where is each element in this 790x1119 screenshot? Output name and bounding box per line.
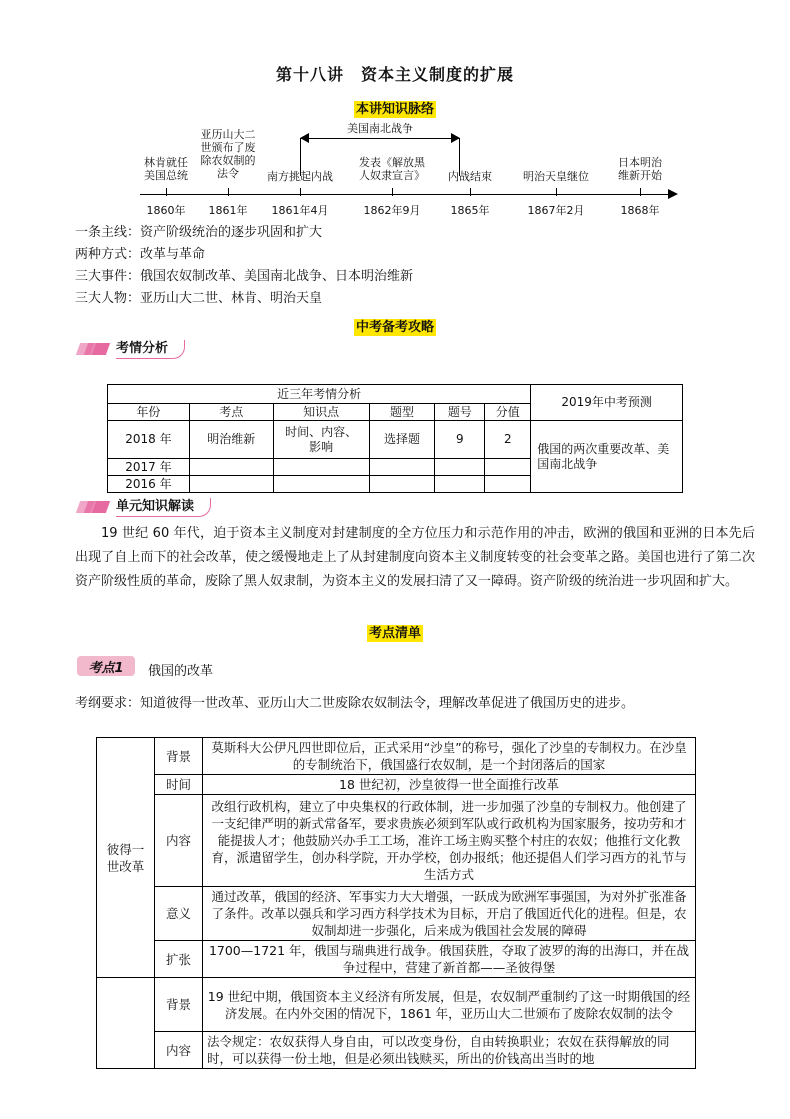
table-cell: 2	[485, 421, 531, 459]
table-row	[97, 1032, 696, 1069]
civil-war-label: 美国南北战争	[347, 122, 413, 135]
timeline-axis	[140, 194, 670, 195]
civil-war-bracket-line	[300, 138, 460, 139]
summary-list	[75, 222, 413, 310]
timeline-event: 林肯就任 美国总统	[144, 156, 188, 182]
table-row	[97, 775, 696, 795]
timeline-tick	[470, 188, 471, 196]
timeline-year: 1860年	[146, 204, 186, 217]
timeline-event: 明治天皇继位	[523, 170, 589, 183]
banner-stripes-icon	[78, 499, 108, 515]
exam-requirement: 考纲要求：知道彼得一世改革、亚历山大二世废除农奴制法令，理解改革促进了俄国历史的进步。	[75, 696, 635, 711]
table-col-header: 题型	[369, 404, 435, 421]
timeline-year: 1868年	[620, 204, 660, 217]
timeline	[130, 120, 690, 220]
row-text: 18 世纪初，沙皇彼得一世全面推行改革	[203, 775, 696, 795]
table-forecast: 俄国的两次重要改革、美国南北战争	[531, 421, 683, 493]
table-cell: 2018 年	[108, 421, 190, 459]
table-row	[97, 941, 696, 978]
timeline-arrow-icon	[668, 189, 678, 199]
banner-stripes-icon	[78, 341, 108, 357]
arrow-left-icon	[300, 133, 309, 143]
row-label: 意义	[155, 887, 203, 941]
timeline-year: 1867年2月	[527, 204, 585, 217]
table-cell: 2017 年	[108, 459, 190, 476]
russia-reform-table	[96, 737, 696, 1069]
page-title: 第十八讲 资本主义制度的扩展	[275, 65, 514, 84]
table-col-header: 考点	[189, 404, 273, 421]
timeline-event: 亚历山大二 世颁布了废 除农奴制的 法令	[200, 128, 256, 180]
keypoint-title: 俄国的改革	[148, 664, 214, 679]
row-text: 1700—1721 年，俄国与瑞典进行战争。俄国获胜，夺取了波罗的海的出海口，并在战争过程中，营建了新首都——圣彼得堡	[203, 941, 696, 978]
row-label: 背景	[155, 978, 203, 1032]
table-cell: 选择题	[369, 421, 435, 459]
summary-item: 两种方式：改革与革命	[75, 247, 206, 262]
section-checklist-label: 考点清单	[368, 626, 421, 641]
timeline-event: 南方挑起内战	[267, 170, 333, 183]
summary-item: 一条主线：资产阶级统治的逐步巩固和扩大	[75, 225, 323, 240]
banner-analysis	[78, 338, 185, 360]
section-exam-label: 中考备考攻略	[355, 320, 434, 335]
timeline-year: 1861年4月	[271, 204, 329, 217]
timeline-tick	[640, 188, 641, 196]
table-row	[108, 421, 683, 459]
timeline-year: 1862年9月	[363, 204, 421, 217]
row-text: 通过改革，俄国的经济、军事实力大大增强，一跃成为欧洲军事强国，为对外扩张准备了条件。改革以强兵和学习西方科学技术为目标，开启了俄国近代化的进程。但是，农奴制却进一步强化，后来成为俄国社会发展的障碍	[203, 887, 696, 941]
table-row	[97, 795, 696, 887]
section-exam-heading	[0, 316, 790, 335]
banner-unit	[78, 496, 211, 518]
summary-item: 三大事件：俄国农奴制改革、美国南北战争、日本明治维新	[75, 269, 414, 284]
row-text: 19 世纪中期，俄国资本主义经济有所发展，但是，农奴制严重制约了这一时期俄国的经济发展。在内外交困的情况下，1861 年，亚历山大二世颁布了废除农奴制的法令	[203, 978, 696, 1032]
table-col-header: 年份	[108, 404, 190, 421]
summary-item: 三大人物：亚历山大二世、林肯、明治天皇	[75, 291, 323, 306]
table-row	[97, 738, 696, 775]
row-label: 时间	[155, 775, 203, 795]
table-group-header: 近三年考情分析	[108, 385, 531, 404]
timeline-year: 1861年	[208, 204, 248, 217]
table-cell: 明治维新	[189, 421, 273, 459]
timeline-tick	[166, 188, 167, 196]
table-cell: 2016 年	[108, 476, 190, 493]
section-knowledge-label: 本讲知识脉络	[355, 102, 434, 117]
section-knowledge-heading	[0, 98, 790, 117]
section-checklist-heading	[0, 622, 790, 641]
timeline-tick	[228, 188, 229, 196]
timeline-tick	[556, 188, 557, 196]
table-col-header: 分值	[485, 404, 531, 421]
table-forecast-header: 2019年中考预测	[531, 385, 683, 421]
timeline-year: 1865年	[450, 204, 490, 217]
table-cell: 9	[435, 421, 485, 459]
civil-war-span	[300, 120, 460, 146]
table-col-header: 题号	[435, 404, 485, 421]
row-label: 内容	[155, 1032, 203, 1069]
row-label: 背景	[155, 738, 203, 775]
banner-unit-label: 单元知识解读	[116, 498, 211, 517]
table-col-header: 知识点	[273, 404, 369, 421]
exam-analysis-table	[107, 384, 683, 493]
keypoint-badge: 考点1	[77, 656, 135, 676]
row-text: 法令规定：农奴获得人身自由，可以改变身份，自由转换职业；农奴在获得解放的同时，可以获得一份土地，但是必须出钱赎买，所出的价钱高出当时的地	[203, 1032, 696, 1069]
banner-analysis-label: 考情分析	[116, 340, 185, 359]
reform-name-continued	[97, 978, 155, 1069]
timeline-event: 日本明治 维新开始	[618, 156, 662, 182]
timeline-tick	[392, 188, 393, 196]
timeline-event: 发表《解放黑 人奴隶宣言》	[359, 156, 425, 182]
table-row	[97, 978, 696, 1032]
timeline-tick	[300, 188, 301, 196]
unit-intro-paragraph: 19 世纪 60 年代，迫于资本主义制度对封建制度的全方位压力和示范作用的冲击，欧洲的俄国和亚洲的日本先后出现了自上而下的社会改革，使之缓慢地走上了从封建制度向资本主义制度转变的社会变革之路。美国也进行了第二次资产阶级性质的革命，废除了黑人奴隶制，为资本主义的发展扫清了又一障碍。资产阶级的统治进一步巩固和扩大。	[75, 526, 755, 589]
reform-name: 彼得一 世改革	[97, 738, 155, 978]
table-cell: 时间、内容、影响	[273, 421, 369, 459]
timeline-event: 内战结束	[448, 170, 492, 183]
table-row	[97, 887, 696, 941]
row-label: 内容	[155, 795, 203, 887]
row-text: 改组行政机构，建立了中央集权的行政体制，进一步加强了沙皇的专制权力。他创建了一支纪律严明的新式常备军，要求贵族必须到军队或行政机构为国家服务，按功劳和才能提拔人才；他鼓励兴办手工工场，准许工场主购买整个村庄的农奴；他推行文化教育，派遣留学生，创办科学院，开办学校，创办报纸；他还提倡人们学习西方的礼节与生活方式	[203, 795, 696, 887]
row-text: 莫斯科大公伊凡四世即位后，正式采用“沙皇”的称号，强化了沙皇的专制权力。在沙皇的专制统治下，俄国盛行农奴制，是一个封闭落后的国家	[203, 738, 696, 775]
row-label: 扩张	[155, 941, 203, 978]
